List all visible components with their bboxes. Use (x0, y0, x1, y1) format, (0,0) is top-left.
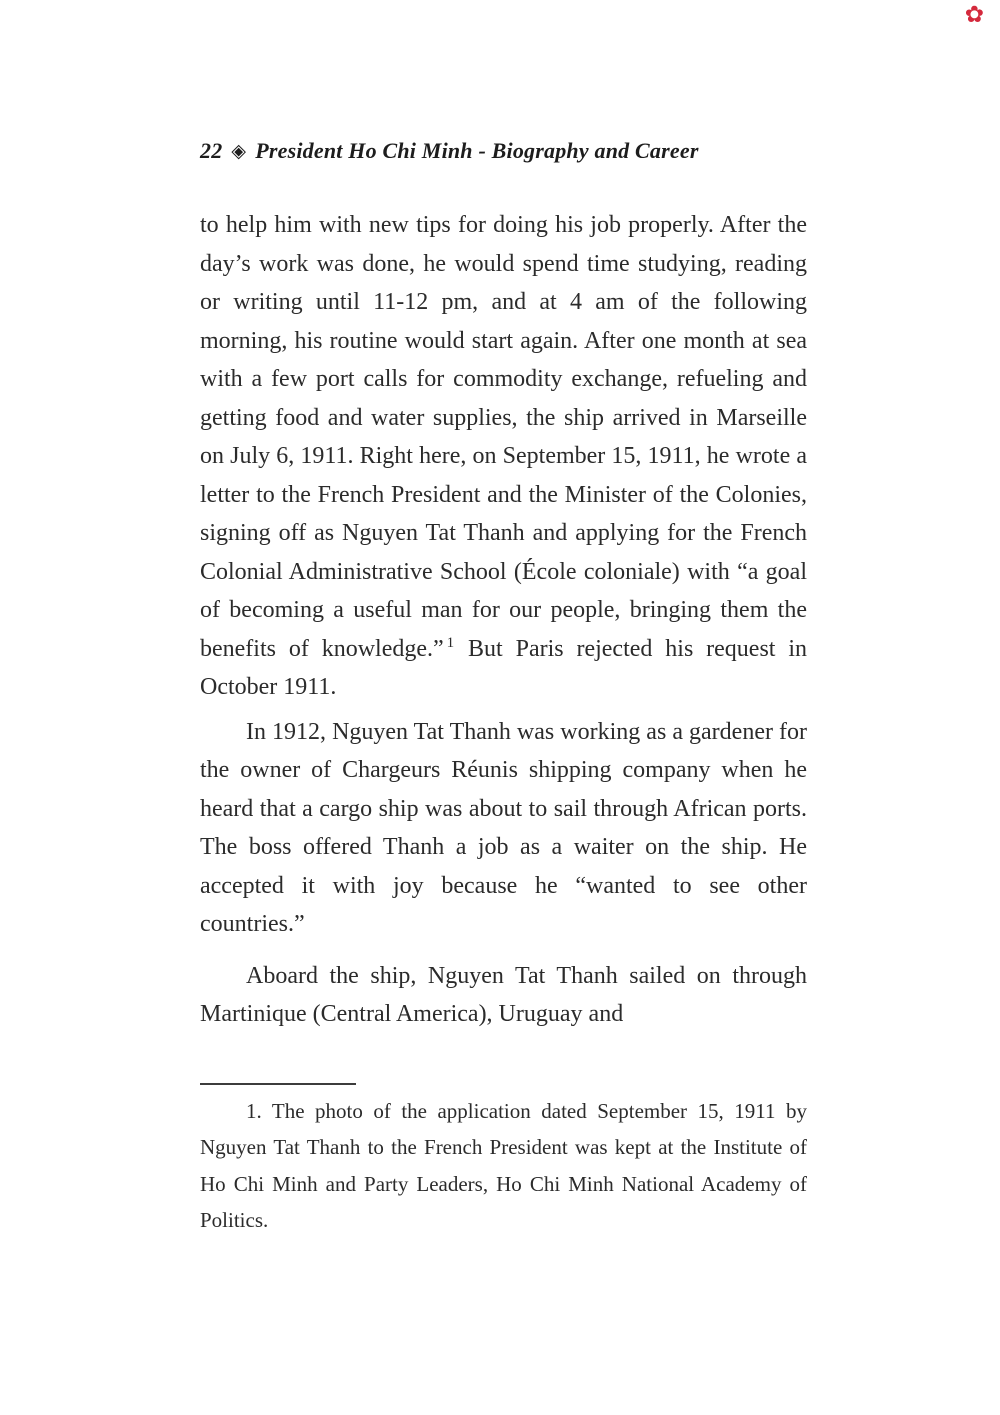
footnote-separator (200, 1083, 356, 1085)
page-content (200, 137, 807, 1239)
page-body (200, 206, 807, 1034)
paragraph-text: to help him with new tips for doing his job properly. After the day’s work was done, he would spend time studying, reading or writing until 11-12 pm, and at 4 am of the following morning, his routine would start again. After one month at sea with a few port calls for commodity exchange, refueling and getting food and water supplies, the ship arrived in Marseille on July 6, 1911. Right here, on September 15, 1911, he wrote a letter to the French President and the Minister of the Colonies, signing off as Nguyen Tat Thanh and applying for the French Colonial Administrative School (École coloniale) with “a goal of becoming a useful man for our people, bringing them the benefits of knowledge.” (200, 212, 807, 662)
paragraph (200, 206, 807, 707)
running-header-title: President Ho Chi Minh - Biography and Career (255, 138, 699, 163)
paragraph: Aboard the ship, Nguyen Tat Thanh sailed on through Martinique (Central America), Uruguay and (200, 962, 807, 1027)
diamond-separator-icon: ◈ (231, 140, 247, 162)
footnote-text: 1. The photo of the application dated September 15, 1911 by Nguyen Tat Thanh to the French President was kept at the Institute of Ho Chi Minh and Party Leaders, Ho Chi Minh National Academy of Politics. (200, 1098, 807, 1232)
running-header (200, 137, 807, 166)
page-number: 22 (200, 138, 223, 163)
footnote-reference: 1 (446, 634, 455, 651)
paragraph-text: But Paris rejected his request in October 1911. (200, 635, 808, 700)
paragraph: In 1912, Nguyen Tat Thanh was working as a gardener for the owner of Chargeurs Réunis shipping company when he heard that a cargo ship was about to sail through African ports. The boss offered Thanh a job as a waiter on the ship. He accepted it with joy because he “wanted to see other countries.” (200, 718, 807, 937)
flower-ornament-icon: ✿ (964, 2, 984, 28)
